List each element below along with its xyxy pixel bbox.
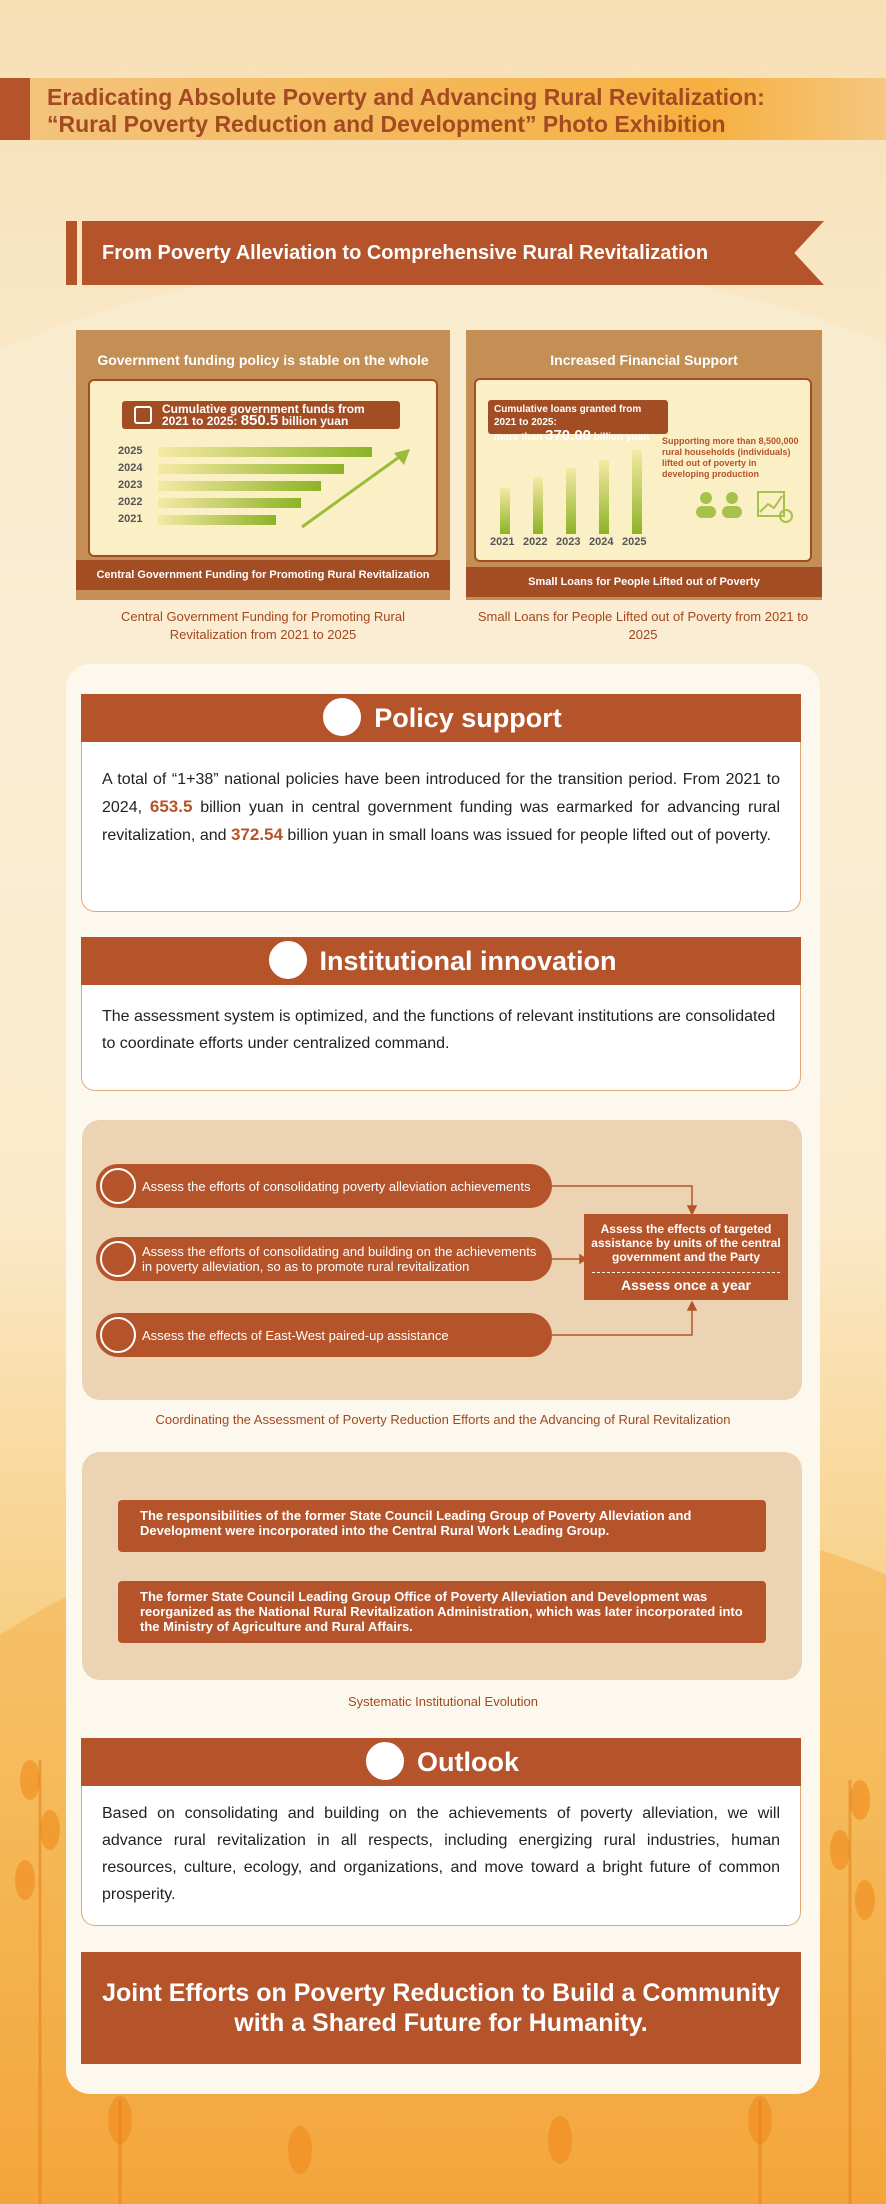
funding-bar xyxy=(158,498,301,508)
funding-pill-line1: Cumulative government funds from xyxy=(162,402,365,416)
funding-card-footer: Central Government Funding for Promoting Rural Revitalization xyxy=(76,560,450,590)
institution-text-box xyxy=(81,985,801,1091)
funding-bar xyxy=(158,481,321,491)
institution-title: Institutional innovation xyxy=(319,946,617,976)
assessment-item-3 xyxy=(96,1313,552,1357)
assessment-caption: Coordinating the Assessment of Poverty Reduction Efforts and the Advancing of Rural Revitalization xyxy=(155,1412,731,1427)
evolution-panel xyxy=(82,1452,802,1680)
funding-pill-value: 850.5 xyxy=(240,412,279,429)
banner-accent xyxy=(66,221,77,285)
loans-card-title: Increased Financial Support xyxy=(550,352,738,368)
targeted-assistance-text: Assess the effects of targeted assistance by units of the central government and the Party xyxy=(591,1222,781,1264)
policy-value-funding: 653.5 xyxy=(149,797,193,816)
loans-total-pill xyxy=(488,400,668,444)
partnership-icon xyxy=(100,1317,136,1353)
loans-pill-unit: billion yuan xyxy=(591,432,650,443)
funding-total-pill xyxy=(122,401,400,429)
closing-banner xyxy=(81,1952,801,2064)
loans-card xyxy=(466,330,822,600)
funding-caption: Central Government Funding for Promoting Rural Revitalization from 2021 to 2025 xyxy=(121,609,405,642)
people-icon xyxy=(363,1739,407,1783)
policy-text-b: billion yuan in central government funding was earmarked for advancing rural revitalization, and xyxy=(102,799,780,844)
growth-arrow-icon xyxy=(298,443,418,533)
policy-text-c: billion yuan in small loans was issued for people lifted out of poverty. xyxy=(282,827,771,844)
checklist-icon xyxy=(100,1168,136,1204)
loans-year-label: 2025 xyxy=(622,536,647,548)
outlook-text: Based on consolidating and building on the achievements of poverty alleviation, we will advance rural revitalization in all respects, including energizing rural industries, human resources, culture, ecology, and organizations, and move toward a bright future of common prosperity. xyxy=(102,1805,780,1903)
policy-text-box xyxy=(81,742,801,912)
households-note: Supporting more than 8,500,000 rural households (individuals) lifted out of poverty in developing production xyxy=(662,436,799,479)
loans-bar xyxy=(500,488,510,534)
assessment-frequency: Assess once a year xyxy=(592,1272,780,1297)
funding-year-label: 2024 xyxy=(118,462,143,474)
evolution-item-2-text: The former State Council Leading Group Office of Poverty Alleviation and Development was reorganized as the National Rural Revitalization Administration, which was later incorporated into the Ministry of Agriculture and Rural Affairs. xyxy=(140,1589,743,1634)
funding-year-label: 2021 xyxy=(118,513,143,525)
funding-pill-line2 xyxy=(162,412,394,429)
loans-pill-value: 370.00 xyxy=(545,427,592,444)
institution-header xyxy=(81,937,801,985)
title-line-2: “Rural Poverty Reduction and Development” Photo Exhibition xyxy=(47,111,726,137)
funding-pill-unit: billion yuan xyxy=(278,414,349,428)
loans-pill-line1: Cumulative loans granted from 2021 to 2025: xyxy=(494,404,642,428)
loans-bar xyxy=(533,477,543,534)
closing-line-1: Joint Efforts on Poverty Reduction to Build a Community xyxy=(102,1979,780,2007)
loans-chart-panel xyxy=(474,378,812,562)
funding-card-title: Government funding policy is stable on the whole xyxy=(97,352,429,368)
outlook-title: Outlook xyxy=(417,1747,519,1777)
loans-bar xyxy=(566,468,576,534)
loans-bar xyxy=(599,460,609,534)
report-icon xyxy=(100,1241,136,1277)
assessment-item-3-text: Assess the effects of East-West paired-up assistance xyxy=(142,1327,449,1343)
outlook-header xyxy=(81,1738,801,1786)
evolution-caption: Systematic Institutional Evolution xyxy=(347,1694,539,1709)
loans-bar xyxy=(632,450,642,534)
evolution-item-2 xyxy=(118,1581,766,1643)
targeted-assistance-box xyxy=(584,1214,788,1300)
loans-year-label: 2021 xyxy=(490,536,515,548)
policy-header xyxy=(81,694,801,742)
institution-gear-icon xyxy=(266,938,310,982)
funding-card xyxy=(76,330,450,600)
funding-year-label: 2023 xyxy=(118,479,143,491)
loans-card-footer: Small Loans for People Lifted out of Poverty xyxy=(466,567,822,597)
loans-year-label: 2022 xyxy=(523,536,548,548)
outlook-text-box xyxy=(81,1786,801,1926)
exhibition-title-bar xyxy=(0,78,886,140)
evolution-item-1-text: The responsibilities of the former State Council Leading Group of Poverty Alleviation and Development were incorporated into the Central Rural Work Leading Group. xyxy=(140,1508,692,1538)
loans-caption: Small Loans for People Lifted out of Poverty from 2021 to 2025 xyxy=(477,609,809,642)
assessment-item-1 xyxy=(96,1164,552,1208)
banner-label: From Poverty Alleviation to Comprehensive Rural Revitalization xyxy=(102,242,709,264)
assessment-item-1-text: Assess the efforts of consolidating poverty alleviation achievements xyxy=(142,1178,531,1194)
exhibition-title xyxy=(47,84,765,138)
policy-document-icon xyxy=(320,695,364,739)
funding-pill-prefix: 2021 to 2025: xyxy=(162,414,241,428)
funding-year-label: 2025 xyxy=(118,445,143,457)
section-banner xyxy=(66,221,824,285)
policy-value-loans: 372.54 xyxy=(230,825,283,844)
title-line-1: Eradicating Absolute Poverty and Advancing Rural Revitalization: xyxy=(47,84,765,110)
assessment-item-2-text: Assess the efforts of consolidating and building on the achievements in poverty alleviation, so as to promote rural revitalization xyxy=(142,1244,537,1274)
funding-bar xyxy=(158,515,276,525)
funding-year-label: 2022 xyxy=(118,496,143,508)
loans-pill-prefix: more than xyxy=(494,432,546,443)
people-growth-icon xyxy=(694,488,798,528)
loans-year-label: 2024 xyxy=(589,536,614,548)
assessment-item-2 xyxy=(96,1237,552,1281)
policy-title: Policy support xyxy=(374,703,562,733)
loans-year-label: 2023 xyxy=(556,536,581,548)
title-accent xyxy=(0,78,30,140)
policy-text-a: A total of “1+38” national policies have been introduced for the transition period. From 2021 to 2024, xyxy=(102,771,780,816)
funding-chart-panel xyxy=(88,379,438,557)
institution-text: The assessment system is optimized, and the functions of relevant institutions are consolidated to coordinate efforts under centralized command. xyxy=(102,1008,776,1052)
loans-bar-chart xyxy=(490,436,654,556)
evolution-item-1 xyxy=(118,1500,766,1552)
closing-line-2: with a Shared Future for Humanity. xyxy=(234,2009,648,2037)
ledger-icon xyxy=(134,406,152,424)
